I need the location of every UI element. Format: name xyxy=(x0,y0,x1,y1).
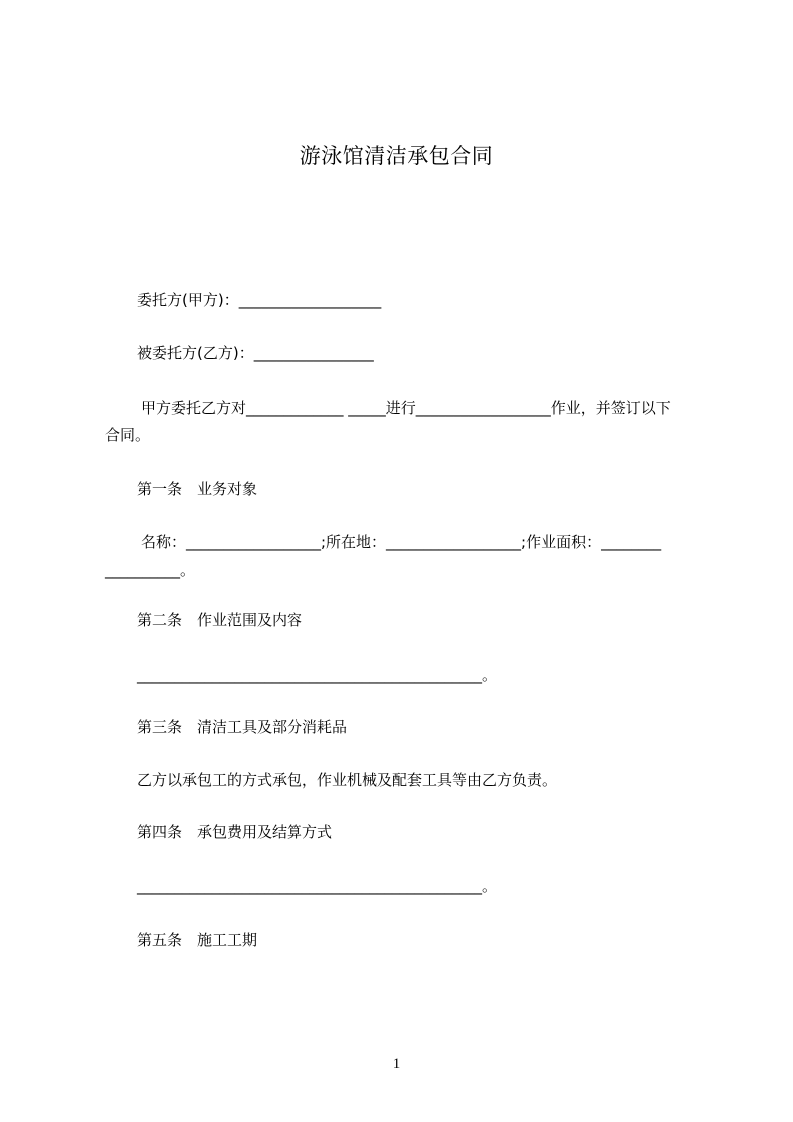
page-number: 1 xyxy=(392,1056,401,1072)
article-2-heading: 第二条 作业范围及内容 xyxy=(137,611,303,629)
intro-paragraph-line2: 合同。 xyxy=(105,426,151,444)
party-b-line: 被委托方(乙方)：________________ xyxy=(137,344,374,362)
document-title: 游泳馆清洁承包合同 xyxy=(299,144,494,168)
intro-paragraph-line1: 甲方委托乙方对_____________ _____进行__________________作业，并签订以下 xyxy=(141,399,671,417)
article-3-heading: 第三条 清洁工具及部分消耗品 xyxy=(137,718,348,736)
article-2-blank: ______________________________________________。 xyxy=(137,666,498,684)
article-4-heading: 第四条 承包费用及结算方式 xyxy=(137,823,333,841)
article-1-line1: 名称：__________________;所在地：__________________;作业面积：________ xyxy=(141,533,662,551)
article-1-line2: __________。 xyxy=(105,561,196,579)
article-5-heading: 第五条 施工工期 xyxy=(137,931,258,949)
article-3-text: 乙方以承包工的方式承包，作业机械及配套工具等由乙方负责。 xyxy=(137,771,558,789)
article-1-heading: 第一条 业务对象 xyxy=(137,480,258,498)
party-a-line: 委托方(甲方)：___________________ xyxy=(137,291,382,309)
article-4-blank: ______________________________________________。 xyxy=(137,877,498,895)
